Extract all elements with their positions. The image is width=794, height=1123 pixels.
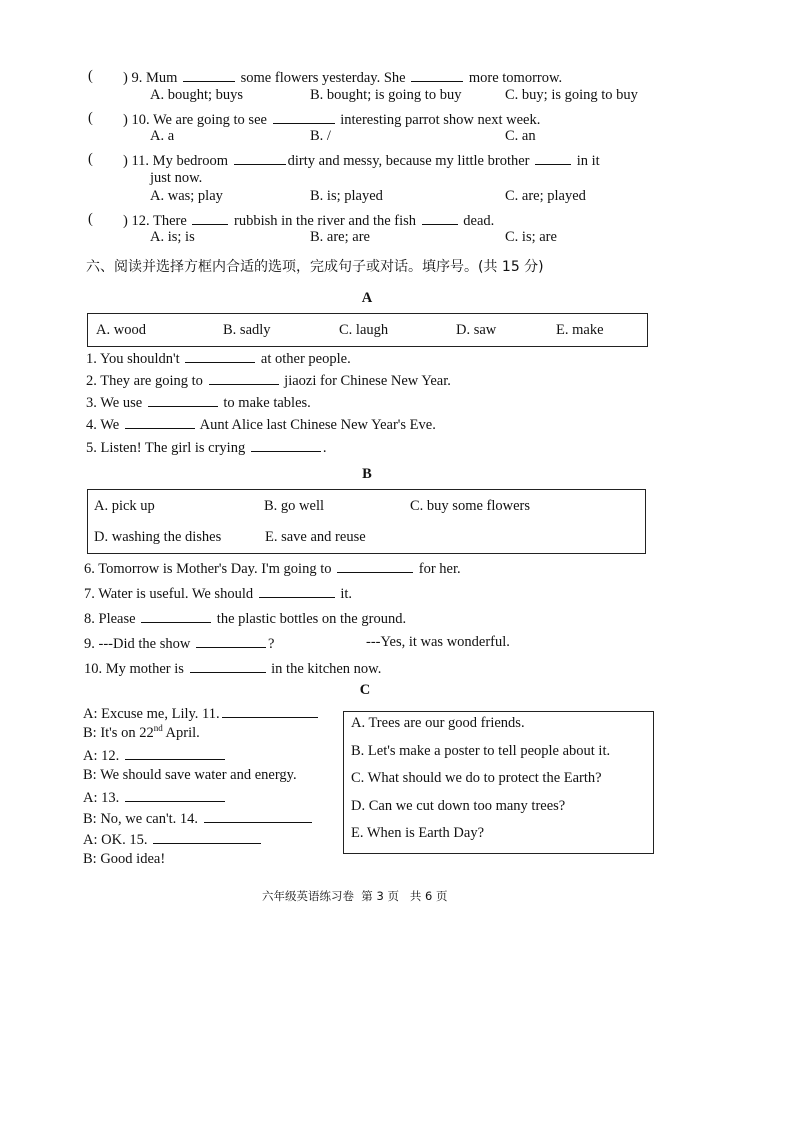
q10-paren: (	[88, 110, 93, 126]
answer-blank[interactable]	[192, 210, 228, 225]
part-b-item-6: 6. Tomorrow is Mother's Day. I'm going to for her.	[84, 558, 461, 578]
phrase-option: D. washing the dishes	[94, 529, 222, 545]
answer-blank[interactable]	[125, 414, 195, 429]
option-a: A. was; play	[150, 188, 223, 204]
dialog-line: A: 13.	[83, 787, 227, 807]
q9-line: ) 9. Mum some flowers yesterday. She more tomorrow.	[123, 67, 562, 87]
answer-blank[interactable]	[222, 703, 318, 718]
option-c: C. are; played	[505, 188, 586, 204]
option-c: C. is; are	[505, 229, 557, 245]
answer-blank[interactable]	[183, 67, 235, 82]
answer-blank[interactable]	[209, 370, 279, 385]
q11-line: ) 11. My bedroom dirty and messy, because my little brother in it	[123, 150, 600, 170]
answer-blank[interactable]	[273, 109, 335, 124]
word-option: B. sadly	[223, 322, 271, 338]
dialog-line: A: 12.	[83, 745, 227, 765]
part-a-item-1: 1. You shouldn't at other people.	[86, 348, 351, 368]
part-a-label: A	[361, 290, 373, 306]
answer-blank[interactable]	[125, 745, 225, 760]
word-bank-a	[87, 313, 648, 347]
part-b-item-8: 8. Please the plastic bottles on the ground.	[84, 608, 406, 628]
option-b: B. /	[310, 128, 331, 144]
q11-paren: (	[88, 151, 93, 167]
answer-blank[interactable]	[148, 392, 218, 407]
answer-blank[interactable]	[422, 210, 458, 225]
answer-blank[interactable]	[234, 150, 286, 165]
dialog-line: A: OK. 15.	[83, 829, 263, 849]
phrase-option: C. buy some flowers	[410, 498, 531, 514]
answer-blank[interactable]	[259, 583, 335, 598]
part-a-item-3: 3. We use to make tables.	[86, 392, 311, 412]
word-bank-b	[87, 489, 646, 554]
option-b: B. is; played	[310, 188, 383, 204]
part-b-item-9-answer: ---Yes, it was wonderful.	[366, 634, 510, 650]
dialog-line: B: It's on 22nd April.	[83, 723, 200, 741]
section-heading: 六、阅读并选择方框内合适的选项，完成句子或对话。填序号。(共 15 分)	[86, 259, 544, 275]
part-b-item-9: 9. ---Did the show ?	[84, 633, 274, 653]
dialog-line: A: Excuse me, Lily. 11.	[83, 703, 320, 723]
word-option: E. make	[556, 322, 604, 338]
part-b-item-10: 10. My mother is in the kitchen now.	[84, 658, 381, 678]
sentence-option: C. What should we do to protect the Earth?	[351, 770, 602, 786]
sentence-option: A. Trees are our good friends.	[351, 715, 525, 731]
q12-paren: (	[88, 211, 93, 227]
option-c: C. buy; is going to buy	[505, 87, 638, 103]
answer-blank[interactable]	[185, 348, 255, 363]
q10-line: ) 10. We are going to see interesting parrot show next week.	[123, 109, 540, 129]
q11-continuation: just now.	[150, 170, 203, 186]
dialog-line: B: We should save water and energy.	[83, 767, 297, 783]
page-footer: 六年级英语练习卷 第 3 页 共 6 页	[262, 889, 448, 903]
answer-blank[interactable]	[204, 808, 312, 823]
word-option: D. saw	[456, 322, 497, 338]
answer-blank[interactable]	[337, 558, 413, 573]
answer-blank[interactable]	[411, 67, 463, 82]
q9-paren: (	[88, 68, 93, 84]
answer-blank[interactable]	[190, 658, 266, 673]
phrase-option: E. save and reuse	[265, 529, 366, 545]
answer-blank[interactable]	[153, 829, 261, 844]
answer-blank[interactable]	[535, 150, 571, 165]
answer-blank[interactable]	[196, 633, 266, 648]
part-b-label: B	[362, 466, 372, 482]
part-b-item-7: 7. Water is useful. We should it.	[84, 583, 352, 603]
option-a: A. bought; buys	[150, 87, 244, 103]
answer-blank[interactable]	[125, 787, 225, 802]
answer-blank[interactable]	[141, 608, 211, 623]
dialog-line: B: No, we can't. 14.	[83, 808, 314, 828]
phrase-option: A. pick up	[94, 498, 155, 514]
part-a-item-5: 5. Listen! The girl is crying .	[86, 437, 326, 457]
option-a: A. a	[150, 128, 175, 144]
sentence-option: E. When is Earth Day?	[351, 825, 485, 841]
word-option: C. laugh	[339, 322, 389, 338]
q12-line: ) 12. There rubbish in the river and the fish dead.	[123, 210, 494, 230]
option-b: B. are; are	[310, 229, 370, 245]
dialog-line: B: Good idea!	[83, 851, 166, 867]
part-a-item-2: 2. They are going to jiaozi for Chinese New Year.	[86, 370, 451, 390]
sentence-option: D. Can we cut down too many trees?	[351, 798, 566, 814]
option-b: B. bought; is going to buy	[310, 87, 462, 103]
phrase-option: B. go well	[264, 498, 325, 514]
sentence-option: B. Let's make a poster to tell people about it.	[351, 743, 611, 759]
part-c-label: C	[359, 682, 371, 698]
answer-blank[interactable]	[251, 437, 321, 452]
sentence-bank-c	[343, 711, 654, 854]
part-a-item-4: 4. We Aunt Alice last Chinese New Year's Eve.	[86, 414, 436, 434]
option-c: C. an	[505, 128, 536, 144]
option-a: A. is; is	[150, 229, 195, 245]
word-option: A. wood	[96, 322, 146, 338]
